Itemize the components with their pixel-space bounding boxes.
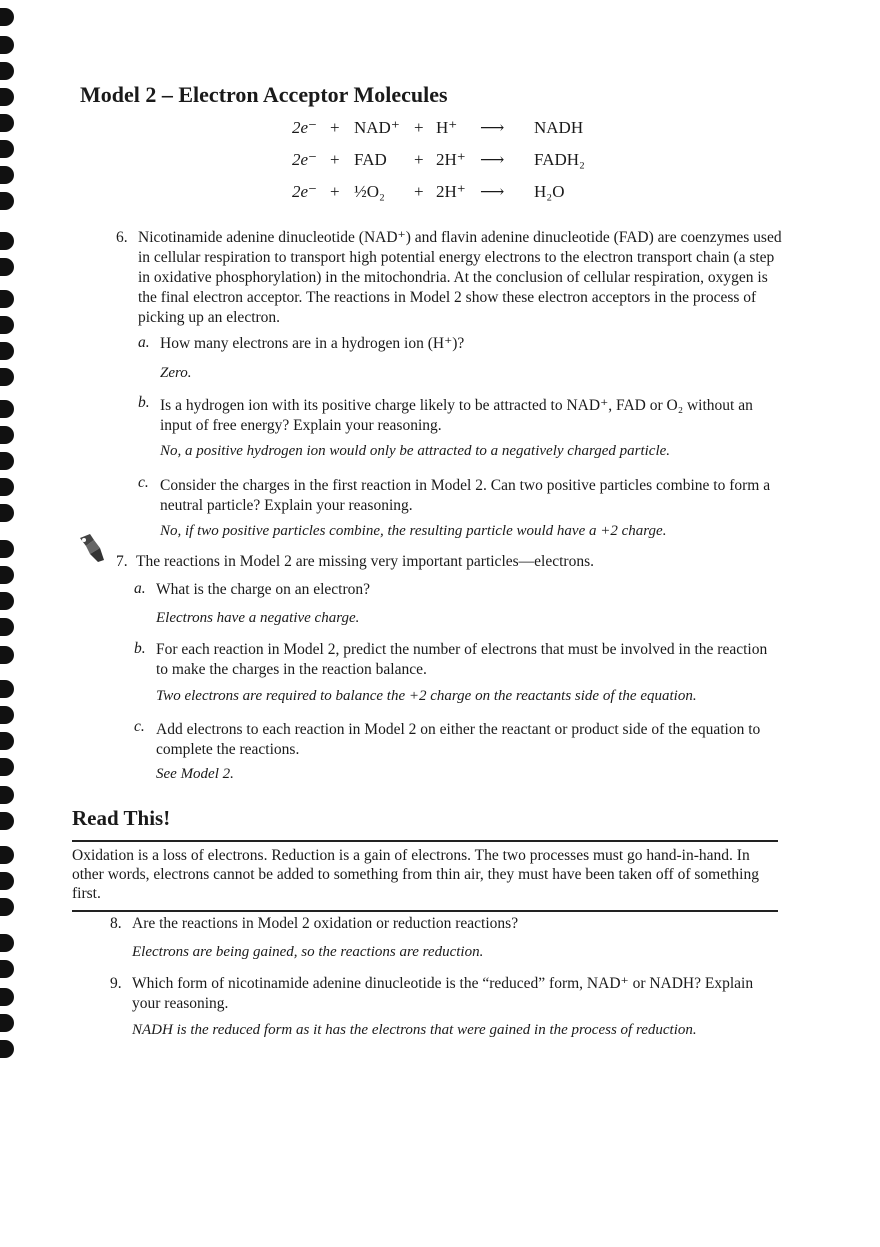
question-6 [116, 228, 786, 328]
read-this-text: Oxidation is a loss of electrons. Reduction is a gain of electrons. The two processes must go hand-in-hand. In other words, electrons cannot be added to something from thin air, they must have been taken off of something first. [72, 847, 759, 902]
binder-hole [0, 114, 14, 132]
question-7b: For each reaction in Model 2, predict the number of electrons that must be involved in the reaction to make the charges in the reaction balance. [156, 641, 768, 678]
part-letter: a. [138, 334, 150, 351]
protons: 2H⁺ [436, 150, 466, 169]
binder-hole [0, 898, 14, 916]
question-8 [110, 914, 780, 934]
answer-7c: See Model 2. [156, 766, 234, 782]
arrow: ⟶ [480, 150, 505, 169]
part-letter: b. [134, 640, 146, 657]
binder-hole [0, 618, 14, 636]
binder-hole [0, 646, 14, 664]
binder-hole [0, 426, 14, 444]
answer-7a: Electrons have a negative charge. [156, 610, 360, 626]
binder-hole [0, 566, 14, 584]
binder-hole [0, 342, 14, 360]
question-number: 9. [110, 975, 122, 992]
binder-hole [0, 290, 14, 308]
part-letter: a. [134, 580, 146, 597]
binder-hole [0, 62, 14, 80]
arrow: ⟶ [480, 118, 505, 137]
plus-sign: + [414, 182, 424, 201]
question-text: Are the reactions in Model 2 oxidation or reduction reactions? [132, 915, 519, 932]
electrons: 2e⁻ [292, 182, 318, 201]
binder-hole [0, 592, 14, 610]
binder-hole [0, 166, 14, 184]
question-7a: What is the charge on an electron? [156, 581, 371, 598]
binder-hole [0, 88, 14, 106]
product: H₂O [534, 182, 565, 201]
plus-sign: + [414, 150, 424, 169]
question-7c: Add electrons to each reaction in Model 2 on either the reactant or product side of the equation to complete the reactions. [156, 721, 761, 758]
question-6b: Is a hydrogen ion with its positive charge likely to be attracted to NAD⁺, FAD or O₂ without an input of free energy? Explain your reasoning. [160, 397, 753, 434]
question-7 [116, 552, 776, 572]
acceptor: NAD⁺ [354, 118, 400, 137]
question-number: 6. [116, 229, 128, 246]
answer-6b: No, a positive hydrogen ion would only be attracted to a negatively charged particle. [160, 443, 671, 459]
question-text: Which form of nicotinamide adenine dinucleotide is the “reduced” form, NAD⁺ or NADH? Explain your reasoning. [132, 975, 754, 1012]
divider [72, 840, 778, 842]
protons: H⁺ [436, 118, 458, 137]
question-9 [110, 974, 770, 1014]
product: FADH₂ [534, 150, 585, 169]
binder-hole [0, 960, 14, 978]
question-6a: How many electrons are in a hydrogen ion (H⁺)? [160, 335, 465, 352]
answer-7b: Two electrons are required to balance the +2 charge on the reactants side of the equation. [156, 688, 697, 704]
plus-sign: + [330, 150, 340, 169]
binder-hole [0, 812, 14, 830]
product: NADH [534, 118, 584, 137]
question-number: 8. [110, 915, 122, 932]
binder-hole [0, 846, 14, 864]
electrons: 2e⁻ [292, 118, 318, 137]
part-letter: c. [134, 718, 145, 735]
binder-hole [0, 452, 14, 470]
binder-hole [0, 258, 14, 276]
binder-hole [0, 758, 14, 776]
read-this-title: Read This! [72, 806, 171, 830]
binder-hole [0, 1040, 14, 1058]
answer-6c: No, if two positive particles combine, the resulting particle would have a +2 charge. [160, 523, 667, 539]
binder-hole [0, 36, 14, 54]
binder-hole [0, 400, 14, 418]
acceptor: FAD [354, 150, 387, 169]
binder-hole [0, 732, 14, 750]
plus-sign: + [330, 182, 340, 201]
protons: 2H⁺ [436, 182, 466, 201]
plus-sign: + [330, 118, 340, 137]
discussion-icon [76, 532, 106, 564]
binder-holes [0, 0, 16, 1247]
answer-9: NADH is the reduced form as it has the electrons that were gained in the process of reduction. [132, 1022, 697, 1038]
answer-8: Electrons are being gained, so the reactions are reduction. [132, 944, 484, 960]
binder-hole [0, 540, 14, 558]
divider [72, 910, 778, 912]
acceptor: ½O₂ [354, 182, 385, 201]
binder-hole [0, 872, 14, 890]
binder-hole [0, 368, 14, 386]
binder-hole [0, 140, 14, 158]
part-letter: b. [138, 394, 150, 411]
question-text: The reactions in Model 2 are missing very important particles—electrons. [136, 553, 594, 570]
question-number: 7. [116, 553, 128, 570]
binder-hole [0, 988, 14, 1006]
arrow: ⟶ [480, 182, 505, 201]
binder-hole [0, 232, 14, 250]
binder-hole [0, 786, 14, 804]
question-6c: Consider the charges in the first reaction in Model 2. Can two positive particles combine to form a neutral particle? Explain your reasoning. [160, 477, 771, 514]
binder-hole [0, 504, 14, 522]
part-letter: c. [138, 474, 149, 491]
electrons: 2e⁻ [292, 150, 318, 169]
binder-hole [0, 316, 14, 334]
binder-hole [0, 8, 14, 26]
binder-hole [0, 934, 14, 952]
binder-hole [0, 192, 14, 210]
answer-6a: Zero. [160, 365, 192, 381]
binder-hole [0, 1014, 14, 1032]
question-text: Nicotinamide adenine dinucleotide (NAD⁺) and flavin adenine dinucleotide (FAD) are coenzymes used in cellular respiration to transport high potential energy electrons to the electron transport chain (a step in oxidative phosphorylation) in the mitochondria. At the conclusion of cellular respiration, oxygen is the final electron acceptor. The reactions in Model 2 show these electron acceptors in the process of picking up an electron. [138, 229, 782, 326]
plus-sign: + [414, 118, 424, 137]
page-title: Model 2 – Electron Acceptor Molecules [80, 82, 448, 107]
binder-hole [0, 706, 14, 724]
binder-hole [0, 478, 14, 496]
binder-hole [0, 680, 14, 698]
